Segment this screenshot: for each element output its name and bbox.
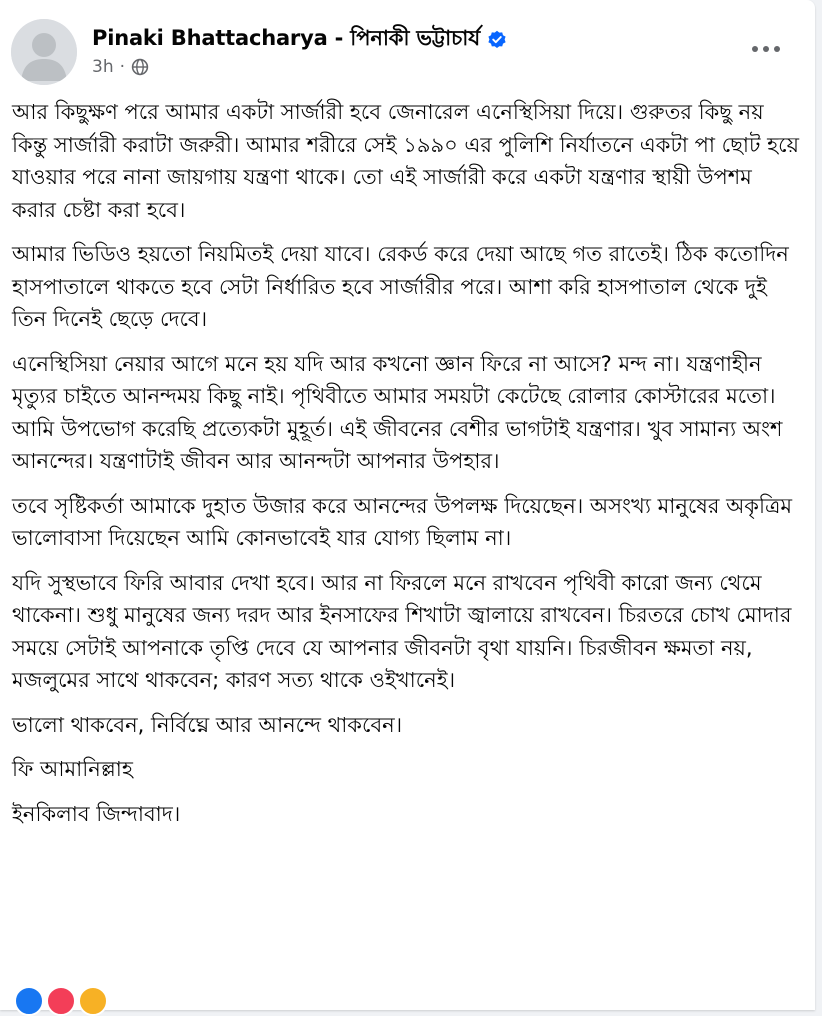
- post-paragraph: ফি আমানিল্লাহ: [12, 757, 133, 781]
- reaction-summary[interactable]: [14, 986, 108, 1016]
- post-meta: [92, 57, 149, 77]
- love-reaction-icon: [46, 986, 76, 1016]
- post-paragraph: ইনকিলাব জিন্দাবাদ।: [12, 801, 181, 826]
- avatar[interactable]: [11, 19, 77, 85]
- more-options-icon: [751, 45, 781, 53]
- author-name-link[interactable]: Pinaki Bhattacharya - পিনাকী ভট্টাচার্য: [92, 26, 481, 50]
- post-paragraph: তবে সৃষ্টিকর্তা আমাকে দুহাত উজার করে আনন্দের উপলক্ষ দিয়েছেন। অসংখ্য মানুষের অকৃত্রিম ভালোবাসা দিয়েছেন আমি কোনভাবেই যার যোগ্য ছিলাম না।: [12, 493, 793, 550]
- verified-badge-icon: [487, 30, 507, 50]
- default-profile-icon: [11, 19, 77, 85]
- haha-reaction-icon: [78, 986, 108, 1016]
- more-options-button[interactable]: [744, 34, 788, 64]
- meta-separator: ·: [119, 57, 125, 77]
- globe-icon[interactable]: [131, 58, 149, 76]
- post-author: [92, 22, 507, 57]
- post-paragraph: আর কিছুক্ষণ পরে আমার একটা সার্জারী হবে জেনারেল এনেস্থিসিয়া দিয়ে। গুরুতর কিছু নয় কিন্তু সার্জারী করাটা জরুরী। আমার শরীরে সেই ১৯৯০ এর পুলিশি নির্যাতনে একটা পা ছোট হয়ে যাওয়ার পরে নানা জায়গায় যন্ত্রণা থাকে। তো এই সার্জারী করে একটা যন্ত্রণার স্থায়ী উপশম করার চেষ্টা করা হবে।: [12, 100, 799, 222]
- post-paragraph: আমার ভিডিও হয়তো নিয়মিতই দেয়া যাবে। রেকর্ড করে দেয়া আছে গত রাতেই। ঠিক কতোদিন হাসপাতালে থাকতে হবে সেটা নির্ধারিত হবে সার্জারীর পরে। আশা করি হাসপাতাল থেকে দুই তিন দিনেই ছেড়ে দেবে।: [12, 242, 789, 331]
- like-reaction-icon: [14, 986, 44, 1016]
- post-body: [12, 96, 802, 842]
- post-timestamp[interactable]: 3h: [92, 57, 114, 77]
- post-paragraph: এনেস্থিসিয়া নেয়ার আগে মনে হয় যদি আর কখনো জ্ঞান ফিরে না আসে? মন্দ না। যন্ত্রণাহীন মৃত্যুর চাইতে আনন্দময় কিছু নাই। পৃথিবীতে আমার সময়টা কেটেছে রোলার কোস্টারের মতো। আমি উপভোগ করেছি প্রত্যেকটা মুহূর্ত। এই জীবনের বেশীর ভাগটাই যন্ত্রণার। খুব সামান্য অংশ আনন্দের। যন্ত্রণাটাই জীবন আর আনন্দটা আপনার উপহার।: [12, 351, 783, 473]
- post-paragraph: যদি সুস্থভাবে ফিরি আবার দেখা হবে। আর না ফিরলে মনে রাখবেন পৃথিবী কারো জন্য থেমে থাকেনা। শুধু মানুষের জন্য দরদ আর ইনসাফের শিখাটা জ্বালায়ে রাখবেন। চিরতরে চোখ মোদার সময়ে সেটাই আপনাকে তৃপ্তি দেবে যে আপনার জীবনটা বৃথা যায়নি। চিরজীবন ক্ষমতা নয়, মজলুমের সাথে থাকবেন; কারণ সত্য থাকে ওইখানেই।: [12, 570, 792, 692]
- post-paragraph: ভালো থাকবেন, নির্বিঘ্নে আর আনন্দে থাকবেন।: [12, 712, 403, 737]
